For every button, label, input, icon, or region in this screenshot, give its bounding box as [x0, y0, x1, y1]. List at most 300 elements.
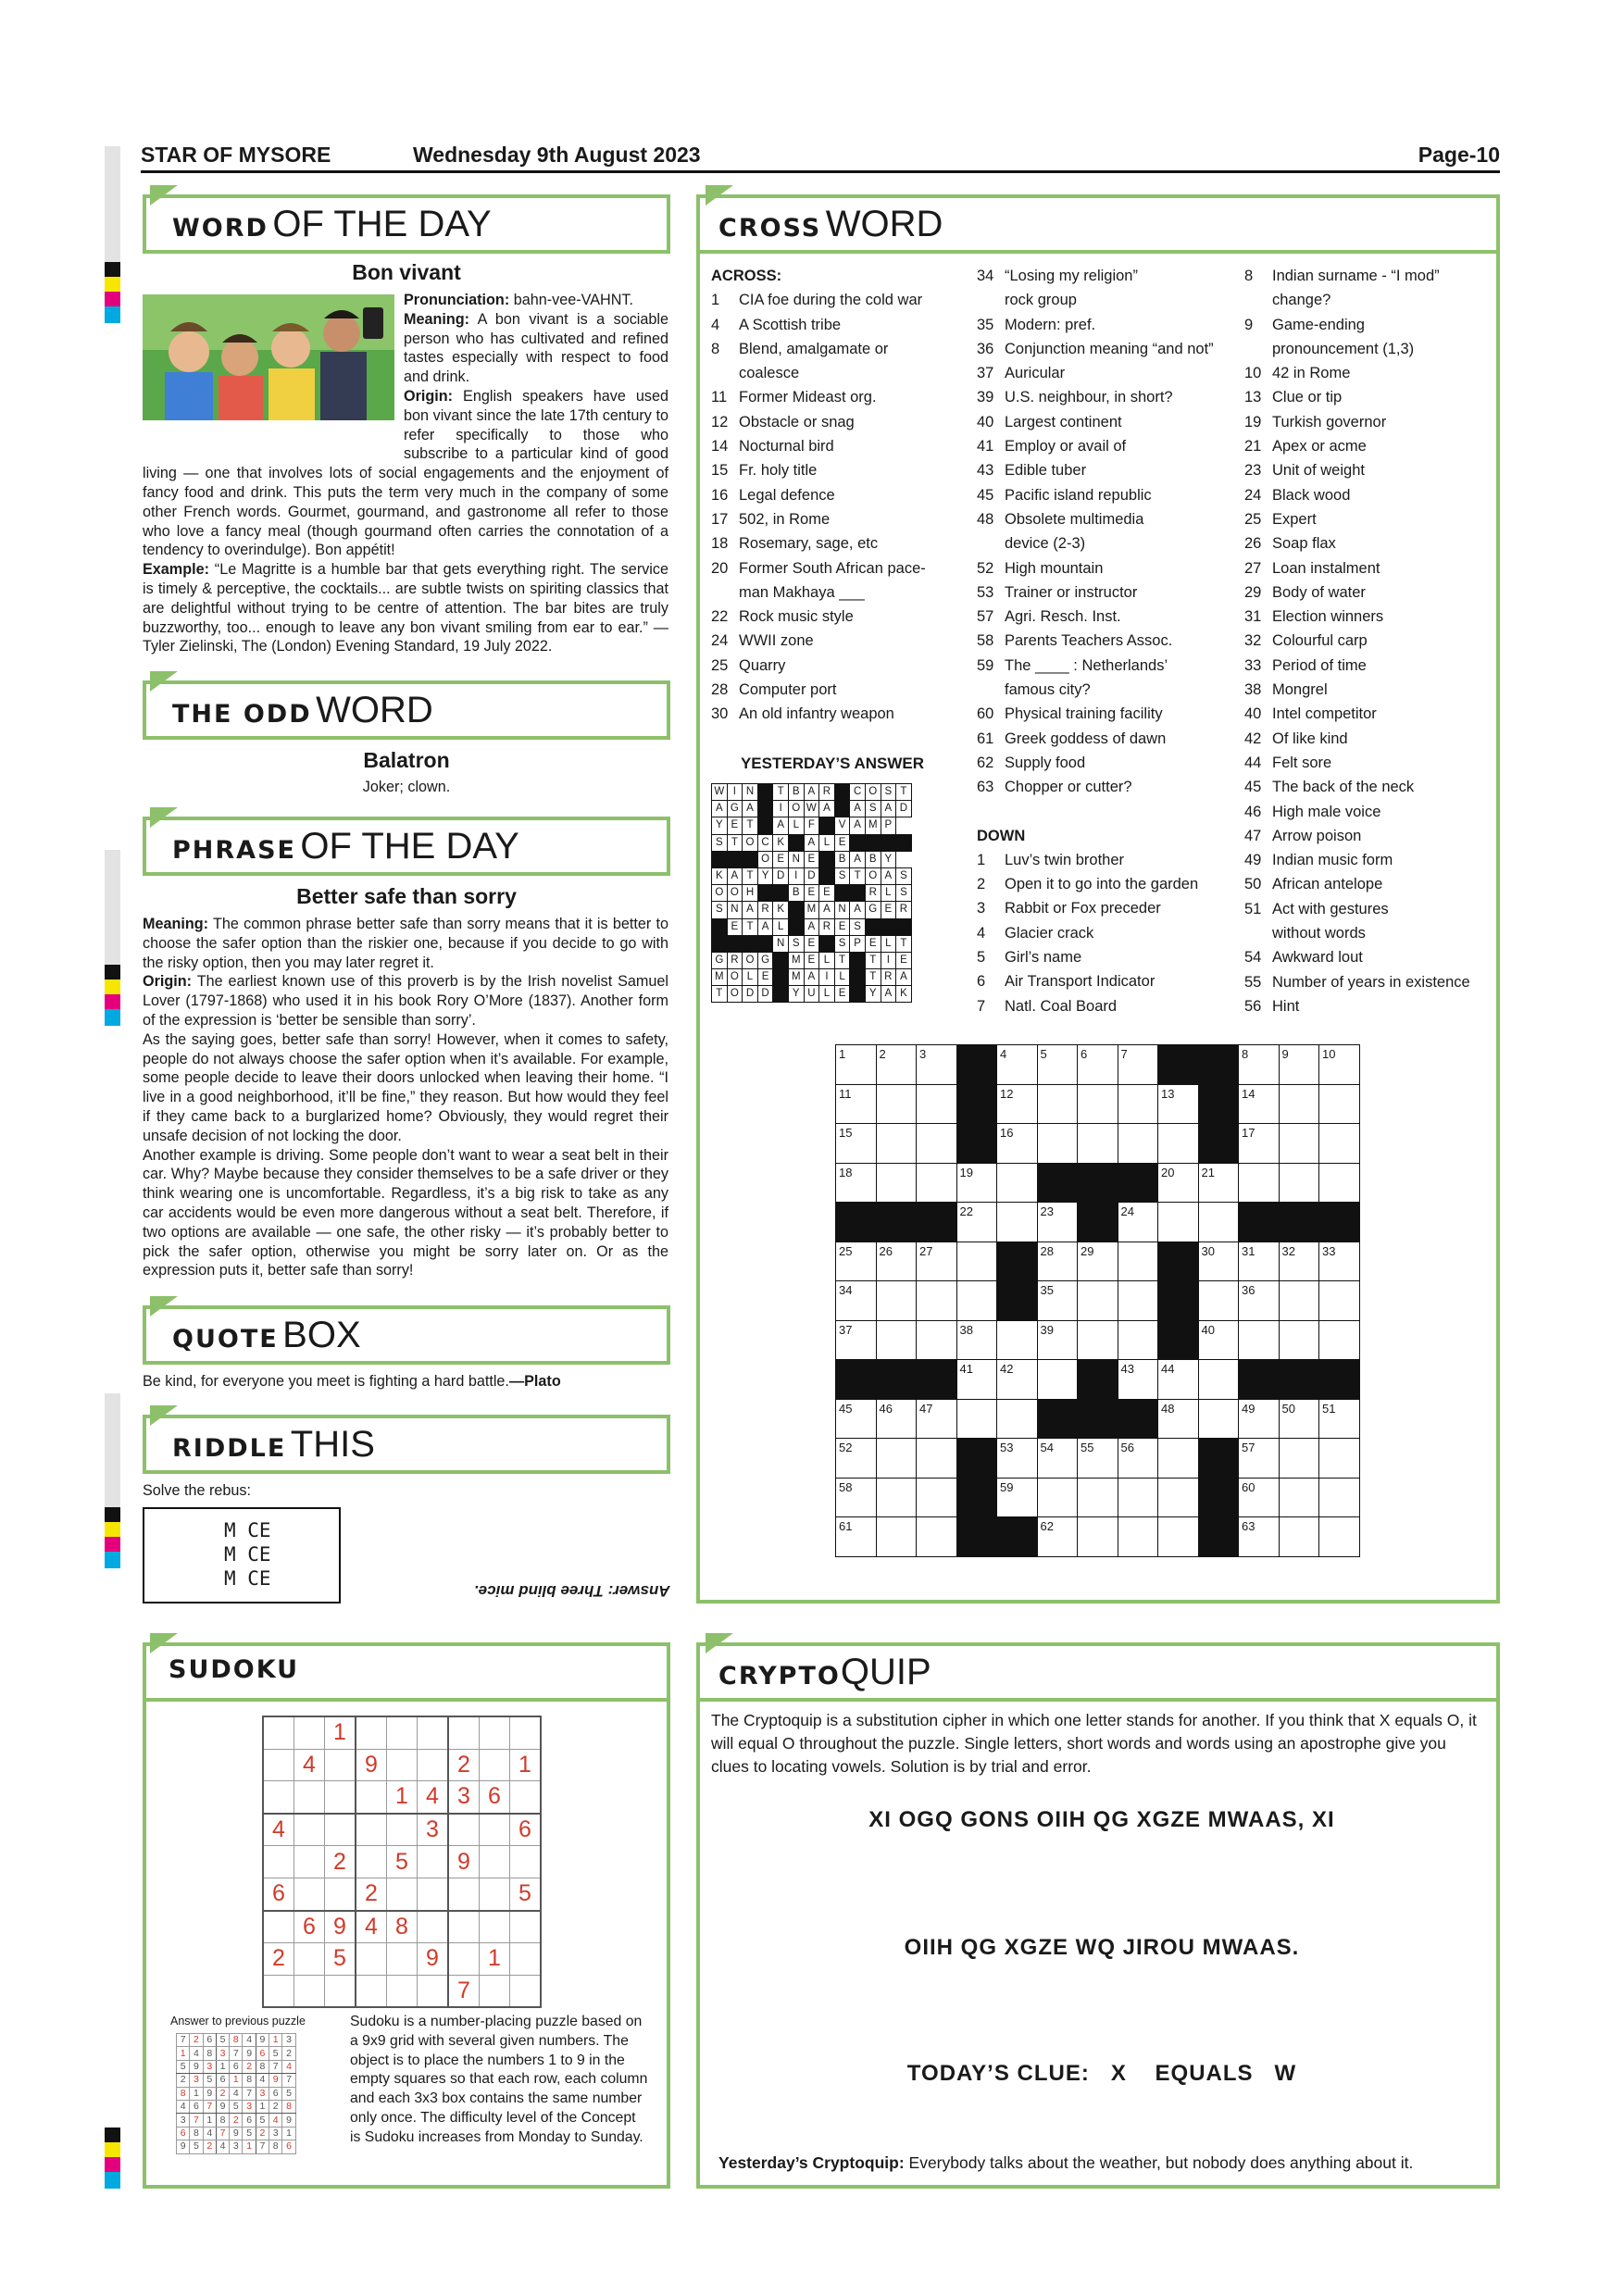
sudoku-cell[interactable]: [356, 1781, 387, 1814]
crossword-cell[interactable]: [836, 1320, 877, 1360]
crossword-cell[interactable]: [876, 1478, 917, 1517]
clue-number: [1244, 288, 1272, 312]
clue-text: Chopper or cutter?: [1005, 779, 1132, 796]
crossword-cell[interactable]: [956, 1399, 997, 1439]
answer-letter: R: [896, 902, 912, 918]
crossword-cell[interactable]: [1319, 1281, 1360, 1321]
answer-row: [177, 2140, 296, 2153]
crossword-cell[interactable]: [1319, 1045, 1360, 1085]
crossword-cell[interactable]: [1078, 1439, 1118, 1479]
black-square: [850, 986, 866, 1003]
crossword-cell[interactable]: [1239, 1124, 1280, 1164]
crossword-cell[interactable]: [917, 1281, 957, 1321]
crossword-title-rule: [696, 250, 1500, 254]
registration-strip: [105, 1507, 120, 1568]
clue: [711, 361, 954, 385]
crossword-cell[interactable]: [1158, 1399, 1199, 1439]
crossword-cell[interactable]: [1239, 1045, 1280, 1085]
crossword-cell[interactable]: [1037, 1242, 1078, 1281]
clue-text: Legal defence: [739, 486, 835, 504]
sudoku-cell[interactable]: [448, 1943, 480, 1976]
crossword-cell[interactable]: [1279, 1478, 1319, 1517]
clue-text: Expert: [1272, 510, 1317, 528]
crossword-cell[interactable]: [917, 1399, 957, 1439]
sudoku-cell[interactable]: [294, 1846, 325, 1878]
clue-number: 47: [1244, 827, 1262, 844]
answer-digit: 1: [282, 2127, 295, 2140]
black-square: [850, 969, 866, 986]
sudoku-row: [263, 1911, 541, 1943]
clue-text: Former South African pace-: [739, 559, 926, 577]
crossword-cell[interactable]: [1078, 1478, 1118, 1517]
answer-letter: O: [727, 885, 743, 902]
black-square: [1037, 1163, 1078, 1203]
sudoku-cell[interactable]: [294, 1878, 325, 1910]
answer-digit: 5: [256, 2114, 269, 2127]
crossword-cell[interactable]: [917, 1163, 957, 1203]
sudoku-cell[interactable]: [418, 1749, 449, 1781]
crossword-cell[interactable]: [1078, 1281, 1118, 1321]
cell-number: 1: [839, 1047, 846, 1061]
sudoku-cell[interactable]: [448, 1911, 480, 1943]
grid-row: [712, 986, 912, 1003]
crossword-cell[interactable]: [956, 1242, 997, 1281]
crossword-cell[interactable]: [1198, 1203, 1239, 1242]
crossword-cell[interactable]: [1239, 1399, 1280, 1439]
clue: [1244, 556, 1500, 580]
answer-letter: H: [743, 885, 758, 902]
sudoku-cell[interactable]: [448, 1716, 480, 1749]
clue-number: [977, 678, 1005, 702]
crossword-cell[interactable]: [876, 1517, 917, 1557]
clue-number: 45: [977, 486, 994, 504]
crossword-cell[interactable]: [997, 1045, 1038, 1085]
sudoku-cell[interactable]: [448, 1814, 480, 1846]
crossword-cell[interactable]: [997, 1439, 1038, 1479]
sudoku-cell[interactable]: [356, 1814, 387, 1846]
crossword-cell[interactable]: [1158, 1163, 1199, 1203]
crossword-cell[interactable]: [1118, 1203, 1158, 1242]
answer-letter: E: [757, 969, 773, 986]
quote-box-title: QUOTE BOX: [172, 1315, 361, 1355]
crossword-cell[interactable]: [1279, 1281, 1319, 1321]
crossword-cell[interactable]: [836, 1084, 877, 1124]
crossword-cell[interactable]: [1158, 1084, 1199, 1124]
clue-text: Act with gestures: [1272, 900, 1389, 917]
clue: [711, 434, 954, 458]
sudoku-given: 2: [448, 1749, 480, 1781]
clue-number: 10: [1244, 365, 1262, 382]
crossword-cell[interactable]: [956, 1281, 997, 1321]
crossword-cell[interactable]: [1239, 1281, 1280, 1321]
clue-text: Colourful carp: [1272, 632, 1368, 650]
crossword-cell[interactable]: [1198, 1242, 1239, 1281]
crossword-cell[interactable]: [1198, 1320, 1239, 1360]
crossword-cell[interactable]: [1118, 1320, 1158, 1360]
crossword-cell[interactable]: [1078, 1242, 1118, 1281]
sudoku-cell[interactable]: [387, 1878, 418, 1910]
clue: [1244, 702, 1500, 726]
crossword-cell[interactable]: [1118, 1045, 1158, 1085]
crossword-cell[interactable]: [1118, 1281, 1158, 1321]
sudoku-cell[interactable]: [480, 1749, 510, 1781]
sudoku-cell[interactable]: [480, 1846, 510, 1878]
yesterday-answer-label: YESTERDAY’S ANSWER: [740, 755, 925, 772]
black-square: [917, 1360, 957, 1400]
sudoku-cell[interactable]: [263, 1749, 294, 1781]
sudoku-given: 3: [418, 1814, 449, 1846]
answer-letter: S: [896, 885, 912, 902]
crossword-cell[interactable]: [997, 1360, 1038, 1400]
crossword-cell[interactable]: [956, 1320, 997, 1360]
crossword-cell[interactable]: [1239, 1439, 1280, 1479]
answer-row: [177, 2100, 296, 2113]
crossword-cell[interactable]: [956, 1203, 997, 1242]
clue: [977, 896, 1245, 920]
answer-digit: 2: [243, 2060, 256, 2073]
black-square: [917, 1203, 957, 1242]
crossword-cell[interactable]: [1078, 1517, 1118, 1557]
sudoku-cell[interactable]: [387, 1814, 418, 1846]
crossword-cell[interactable]: [1158, 1517, 1199, 1557]
clue-number: 44: [1244, 754, 1262, 771]
crossword-cell[interactable]: [1239, 1517, 1280, 1557]
crossword-cell[interactable]: [1198, 1399, 1239, 1439]
sudoku-given: 4: [294, 1749, 325, 1781]
crossword-cell[interactable]: [1158, 1360, 1199, 1400]
crossword-cell[interactable]: [997, 1478, 1038, 1517]
sudoku-given: 6: [480, 1781, 510, 1814]
clue-number: 16: [711, 486, 729, 504]
cell-number: 34: [839, 1283, 853, 1297]
crossword-cell[interactable]: [1239, 1242, 1280, 1281]
answer-letter: N: [788, 851, 804, 867]
answer-letter: A: [804, 969, 819, 986]
answer-letter: S: [712, 834, 728, 851]
crossword-cell[interactable]: [917, 1084, 957, 1124]
cell-number: 23: [1040, 1204, 1054, 1218]
sudoku-cell[interactable]: [325, 1814, 356, 1846]
crossword-cell[interactable]: [997, 1399, 1038, 1439]
answer-letter: M: [788, 969, 804, 986]
crossword-cell[interactable]: [917, 1517, 957, 1557]
sudoku-cell[interactable]: [294, 1975, 325, 2007]
crossword-cell[interactable]: [1078, 1124, 1118, 1164]
clue: [977, 313, 1245, 337]
crossword-cell[interactable]: [1319, 1320, 1360, 1360]
clue-number: 32: [1244, 632, 1262, 650]
crossword-cell[interactable]: [1037, 1517, 1078, 1557]
crossword-cell[interactable]: [956, 1163, 997, 1203]
black-square: [1078, 1163, 1118, 1203]
clue-number: 60: [977, 705, 994, 723]
answer-digit: 8: [177, 2087, 190, 2100]
sudoku-cell[interactable]: [387, 1749, 418, 1781]
answer-letter: L: [743, 969, 758, 986]
crossword-cell[interactable]: [1158, 1478, 1199, 1517]
crossword-cell[interactable]: [1279, 1045, 1319, 1085]
crossword-cell[interactable]: [917, 1439, 957, 1479]
sudoku-cell[interactable]: [510, 1943, 542, 1976]
crossword-cell[interactable]: [1279, 1163, 1319, 1203]
crossword-cell[interactable]: [1319, 1517, 1360, 1557]
clue-number: 62: [977, 754, 994, 771]
crossword-cell[interactable]: [1198, 1163, 1239, 1203]
clue-text: High male voice: [1272, 803, 1381, 820]
sudoku-cell[interactable]: [480, 1911, 510, 1943]
crossword-cell[interactable]: [1319, 1163, 1360, 1203]
cell-number: 59: [1000, 1479, 1014, 1494]
sudoku-row: [263, 1846, 541, 1878]
crossword-cell[interactable]: [876, 1045, 917, 1085]
clue-number: 19: [1244, 413, 1262, 430]
crossword-cell[interactable]: [836, 1242, 877, 1281]
crossword-cell[interactable]: [876, 1281, 917, 1321]
crossword-cell[interactable]: [1279, 1399, 1319, 1439]
sudoku-given: 9: [325, 1911, 356, 1943]
crossword-cell[interactable]: [997, 1320, 1038, 1360]
crossword-cell[interactable]: [836, 1478, 877, 1517]
phrase-of-day-phrase: Better safe than sorry: [296, 884, 517, 908]
crossword-cell[interactable]: [917, 1478, 957, 1517]
sudoku-cell[interactable]: [418, 1911, 449, 1943]
down-clues-col3: [1244, 264, 1500, 1018]
crossword-cell[interactable]: [876, 1399, 917, 1439]
crossword-cell[interactable]: [876, 1084, 917, 1124]
crossword-cell[interactable]: [836, 1517, 877, 1557]
crossword-cell[interactable]: [836, 1399, 877, 1439]
cell-number: 35: [1040, 1283, 1054, 1297]
crossword-cell[interactable]: [1037, 1203, 1078, 1242]
crossword-cell[interactable]: [917, 1124, 957, 1164]
black-square: [850, 952, 866, 968]
answer-digit: 2: [203, 2140, 216, 2153]
crossword-cell[interactable]: [1239, 1478, 1280, 1517]
sudoku-cell[interactable]: [356, 1716, 387, 1749]
clue-text: Felt sore: [1272, 754, 1332, 771]
crossword-cell[interactable]: [876, 1320, 917, 1360]
crossword-cell[interactable]: [1037, 1360, 1078, 1400]
crossword-cell[interactable]: [1037, 1045, 1078, 1085]
sudoku-cell[interactable]: [387, 1943, 418, 1976]
crossword-cell[interactable]: [1118, 1517, 1158, 1557]
cell-number: 19: [959, 1165, 973, 1179]
crossword-cell[interactable]: [997, 1203, 1038, 1242]
black-square: [1158, 1242, 1199, 1281]
cell-number: 21: [1201, 1165, 1215, 1179]
crossword-cell[interactable]: [1198, 1281, 1239, 1321]
sudoku-cell[interactable]: [325, 1749, 356, 1781]
sudoku-cell[interactable]: [480, 1975, 510, 2007]
crossword-cell[interactable]: [1239, 1163, 1280, 1203]
crossword-cell[interactable]: [1158, 1124, 1199, 1164]
section-flag: [150, 185, 178, 206]
sudoku-cell[interactable]: [510, 1781, 542, 1814]
clue: [977, 458, 1245, 482]
crossword-cell[interactable]: [997, 1084, 1038, 1124]
sudoku-cell[interactable]: [263, 1975, 294, 2007]
sudoku-cell[interactable]: [263, 1846, 294, 1878]
black-square: [956, 1439, 997, 1479]
crossword-cell[interactable]: [1118, 1439, 1158, 1479]
grid-row: [836, 1163, 1360, 1203]
crossword-cell[interactable]: [1319, 1399, 1360, 1439]
crossword-cell[interactable]: [836, 1045, 877, 1085]
clue-number: 15: [711, 462, 729, 480]
answer-digit: 6: [190, 2100, 203, 2113]
sudoku-cell[interactable]: [263, 1781, 294, 1814]
clue-number: 54: [1244, 949, 1262, 967]
cell-number: 20: [1161, 1165, 1175, 1179]
black-square: [1198, 1478, 1239, 1517]
crossword-cell[interactable]: [1239, 1084, 1280, 1124]
black-square: [865, 918, 881, 935]
answer-digit: 6: [269, 2087, 282, 2100]
sudoku-cell[interactable]: [510, 1975, 542, 2007]
black-square: [1279, 1203, 1319, 1242]
crossword-cell[interactable]: [876, 1242, 917, 1281]
sudoku-cell[interactable]: [325, 1878, 356, 1910]
clue-number: 58: [977, 632, 994, 650]
grid-row: [836, 1478, 1360, 1517]
cell-number: 5: [1040, 1047, 1047, 1061]
crossword-cell[interactable]: [876, 1124, 917, 1164]
crossword-cell[interactable]: [836, 1281, 877, 1321]
cell-number: 43: [1120, 1362, 1134, 1376]
answer-digit: 1: [203, 2114, 216, 2127]
answer-letter: O: [743, 952, 758, 968]
sudoku-cell[interactable]: [480, 1878, 510, 1910]
sudoku-cell[interactable]: [325, 1975, 356, 2007]
clue-text: Apex or acme: [1272, 438, 1367, 455]
crossword-cell[interactable]: [1078, 1320, 1118, 1360]
crossword-cell[interactable]: [1118, 1478, 1158, 1517]
sudoku-cell[interactable]: [263, 1716, 294, 1749]
sudoku-given: 3: [448, 1781, 480, 1814]
crossword-cell[interactable]: [1279, 1517, 1319, 1557]
crossword-cell[interactable]: [1319, 1478, 1360, 1517]
crossword-cell[interactable]: [1037, 1439, 1078, 1479]
crossword-cell[interactable]: [1198, 1360, 1239, 1400]
sudoku-cell[interactable]: [294, 1781, 325, 1814]
sudoku-cell[interactable]: [356, 1943, 387, 1976]
sudoku-cell[interactable]: [480, 1814, 510, 1846]
crossword-cell[interactable]: [836, 1124, 877, 1164]
clue-number: 46: [1244, 803, 1262, 820]
clue-number: 45: [1244, 779, 1262, 796]
crossword-cell[interactable]: [917, 1242, 957, 1281]
crossword-cell[interactable]: [1279, 1084, 1319, 1124]
crossword-cell[interactable]: [997, 1163, 1038, 1203]
clue-number: 59: [977, 656, 994, 674]
black-square: [1158, 1045, 1199, 1085]
sudoku-cell[interactable]: [356, 1975, 387, 2007]
clue-number: 43: [977, 462, 994, 480]
grid-row: [712, 918, 912, 935]
crossword-cell[interactable]: [1118, 1084, 1158, 1124]
crossword-grid: [835, 1044, 1360, 1557]
crossword-cell[interactable]: [917, 1045, 957, 1085]
sudoku-cell[interactable]: [294, 1814, 325, 1846]
clue: [1244, 434, 1500, 458]
crossword-cell[interactable]: [1319, 1084, 1360, 1124]
sudoku-cell[interactable]: [387, 1975, 418, 2007]
crossword-cell[interactable]: [1037, 1320, 1078, 1360]
answer-digit: 8: [256, 2060, 269, 2073]
crossword-cell[interactable]: [1118, 1360, 1158, 1400]
crossword-cell[interactable]: [1037, 1124, 1078, 1164]
sudoku-cell[interactable]: [294, 1716, 325, 1749]
answer-letter: A: [712, 801, 728, 817]
crossword-cell[interactable]: [1078, 1084, 1118, 1124]
crossword-cell[interactable]: [1037, 1281, 1078, 1321]
clue-number: 36: [977, 340, 994, 357]
crossword-cell[interactable]: [1037, 1084, 1078, 1124]
crossword-cell[interactable]: [1319, 1439, 1360, 1479]
crossword-cell[interactable]: [1158, 1203, 1199, 1242]
sudoku-cell[interactable]: [418, 1846, 449, 1878]
clue-text: Auricular: [1005, 365, 1066, 382]
crossword-cell[interactable]: [956, 1360, 997, 1400]
sudoku-cell[interactable]: [448, 1878, 480, 1910]
clue: [1244, 654, 1500, 678]
crossword-cell[interactable]: [1279, 1320, 1319, 1360]
crossword-cell[interactable]: [1319, 1242, 1360, 1281]
sudoku-cell[interactable]: [418, 1716, 449, 1749]
answer-digit: 4: [216, 2140, 229, 2153]
answer-letter: T: [834, 952, 850, 968]
crossword-cell[interactable]: [1037, 1478, 1078, 1517]
clue: [977, 531, 1245, 555]
sudoku-cell[interactable]: [510, 1716, 542, 1749]
sudoku-cell[interactable]: [387, 1716, 418, 1749]
answer-digit: 7: [203, 2100, 216, 2113]
crossword-cell[interactable]: [1118, 1242, 1158, 1281]
crossword-cell[interactable]: [876, 1163, 917, 1203]
crossword-cell[interactable]: [1279, 1242, 1319, 1281]
crossword-cell[interactable]: [1158, 1439, 1199, 1479]
crossword-cell[interactable]: [1319, 1124, 1360, 1164]
crossword-cell[interactable]: [1279, 1124, 1319, 1164]
crossword-cell[interactable]: [1118, 1124, 1158, 1164]
answer-letter: W: [804, 801, 819, 817]
crossword-cell[interactable]: [1279, 1439, 1319, 1479]
crossword-cell[interactable]: [1078, 1045, 1118, 1085]
crossword-cell[interactable]: [1239, 1320, 1280, 1360]
sudoku-cell[interactable]: [418, 1975, 449, 2007]
sudoku-cell[interactable]: [294, 1943, 325, 1976]
crossword-cell[interactable]: [836, 1163, 877, 1203]
sudoku-cell[interactable]: [263, 1911, 294, 1943]
sudoku-cell[interactable]: [356, 1846, 387, 1878]
odd-word-meaning: Joker; clown.: [362, 779, 451, 795]
sudoku-cell[interactable]: [418, 1878, 449, 1910]
sudoku-cell[interactable]: [510, 1911, 542, 1943]
clue-text: Soap flax: [1272, 535, 1336, 553]
crossword-cell[interactable]: [917, 1320, 957, 1360]
crossword-cell[interactable]: [836, 1439, 877, 1479]
crossword-cell[interactable]: [876, 1439, 917, 1479]
answer-digit: 4: [203, 2127, 216, 2140]
clue: [711, 531, 954, 555]
crossword-cell[interactable]: [997, 1124, 1038, 1164]
sudoku-cell[interactable]: [480, 1716, 510, 1749]
sudoku-cell[interactable]: [510, 1846, 542, 1878]
sudoku-cell[interactable]: [325, 1781, 356, 1814]
black-square: [788, 918, 804, 935]
clue-text: 502, in Rome: [739, 510, 831, 528]
cell-number: 61: [839, 1519, 853, 1533]
